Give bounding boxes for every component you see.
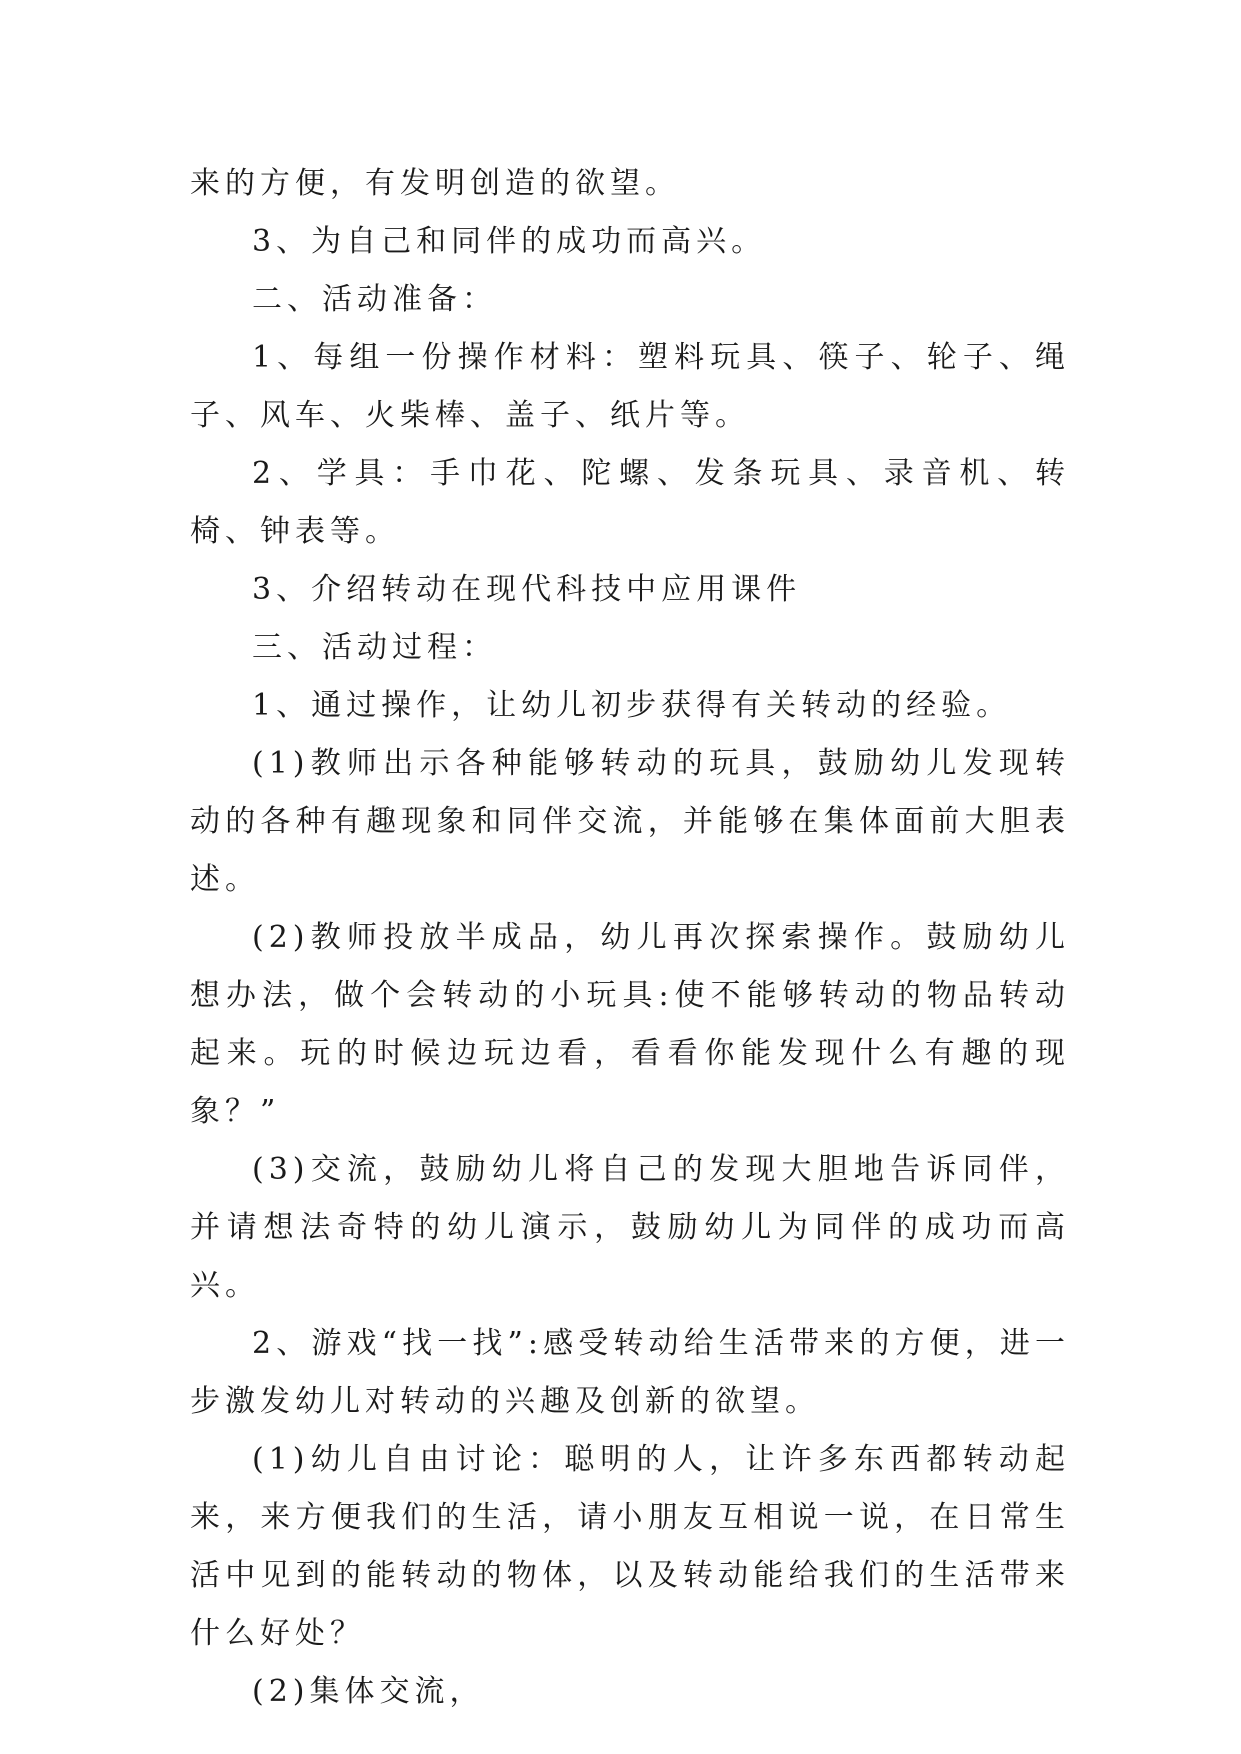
paragraph: 来的方便，有发明创造的欲望。 — [190, 166, 680, 201]
document-body — [190, 155, 1070, 1721]
paragraph: 3、为自己和同伴的成功而高兴。 — [252, 224, 767, 259]
paragraph: 2、学具：手巾花、陀螺、发条玩具、录音机、转椅、钟表等。 — [190, 456, 1070, 549]
paragraph: (2)教师投放半成品，幼儿再次探索操作。鼓励幼儿想办法，做个会转动的小玩具:使不能够转动的物品转动起来。玩的时候边玩边看，看看你能发现什么有趣的现象？” — [190, 920, 1070, 1129]
paragraph: (1)教师出示各种能够转动的玩具，鼓励幼儿发现转动的各种有趣现象和同伴交流，并能够在集体面前大胆表述。 — [190, 746, 1070, 897]
paragraph: 3、介绍转动在现代科技中应用课件 — [252, 572, 802, 607]
paragraph: 1、通过操作，让幼儿初步获得有关转动的经验。 — [252, 688, 1012, 723]
section-heading: 三、活动过程： — [252, 630, 497, 665]
paragraph: (3)交流，鼓励幼儿将自己的发现大胆地告诉同伴，并请想法奇特的幼儿演示，鼓励幼儿为同伴的成功而高兴。 — [190, 1152, 1070, 1303]
paragraph: 1、每组一份操作材料：塑料玩具、筷子、轮子、绳子、风车、火柴棒、盖子、纸片等。 — [190, 340, 1070, 433]
paragraph: (2)集体交流， — [252, 1674, 485, 1709]
paragraph: (1)幼儿自由讨论：聪明的人，让许多东西都转动起来，来方便我们的生活，请小朋友互相说一说，在日常生活中见到的能转动的物体，以及转动能给我们的生活带来什么好处？ — [190, 1442, 1070, 1651]
section-heading: 二、活动准备： — [252, 282, 497, 317]
paragraph: 2、游戏“找一找”:感受转动给生活带来的方便，进一步激发幼儿对转动的兴趣及创新的欲望。 — [190, 1326, 1070, 1419]
